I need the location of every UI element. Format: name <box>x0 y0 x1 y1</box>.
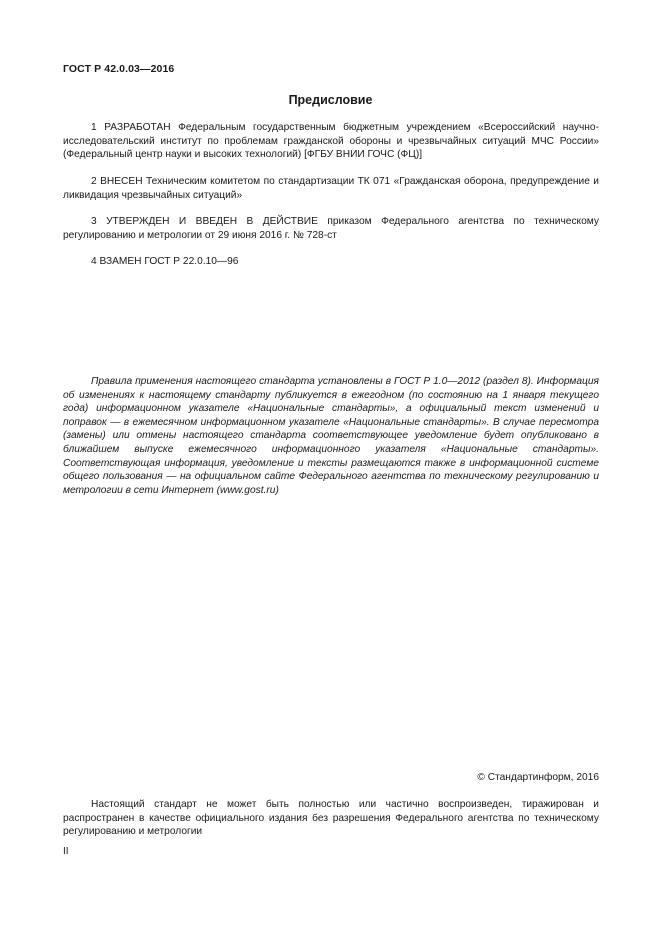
foreword-item-replaces: 4 ВЗАМЕН ГОСТ Р 22.0.10—96 <box>91 256 239 267</box>
reproduction-notice: Настоящий стандарт не может быть полностью или частично воспроизведен, тиражирован и распространен в качестве официального издания без разрешения Федерального агентства по техническому регулированию и метрологии <box>63 799 599 838</box>
standard-code: ГОСТ Р 42.0.03—2016 <box>63 63 175 75</box>
foreword-item-developed: 1 РАЗРАБОТАН Федеральным государственным бюджетным учреждением «Всероссийский научно-исследовательский институт по проблемам гражданской обороны и чрезвычайных ситуаций МЧС России» (Федеральный центр науки и высоких технологий) [ФГБУ ВНИИ ГОЧС (ФЦ)] <box>63 122 599 161</box>
page-title: Предисловие <box>288 93 373 107</box>
copyright-line: © Стандартинформ, 2016 <box>477 772 599 783</box>
foreword-item-approved: 3 УТВЕРЖДЕН И ВВЕДЕН В ДЕЙСТВИЕ приказом Федерального агентства по техническому регулированию и метрологии от 29 июня 2016 г. № 728-ст <box>63 216 599 241</box>
application-rules-notice: Правила применения настоящего стандарта установлены в ГОСТ Р 1.0—2012 (раздел 8). Информация об изменениях к настоящему стандарту публикуется в ежегодном (по состоянию на 1 января текущего года) информационном указателе «Национальные стандарты», а официальный текст изменений и поправок — в ежемесячном информационном указателе «Национальные стандарты». В случае пересмотра (замены) или отмены настоящего стандарта соответствующее уведомление будет опубликовано в ближайшем выпуске ежемесячного информационного указателя «Национальные стандарты». Соответствующая информация, уведомление и тексты размещаются также в информационной системе общего пользования — на официальном сайте Федерального агентства по техническому регулированию и метрологии в сети Интернет (www.gost.ru) <box>63 376 599 496</box>
page-number: II <box>63 846 69 857</box>
foreword-item-introduced: 2 ВНЕСЕН Техническим комитетом по стандартизации ТК 071 «Гражданская оборона, предупреждение и ликвидация чрезвычайных ситуаций» <box>63 176 599 201</box>
